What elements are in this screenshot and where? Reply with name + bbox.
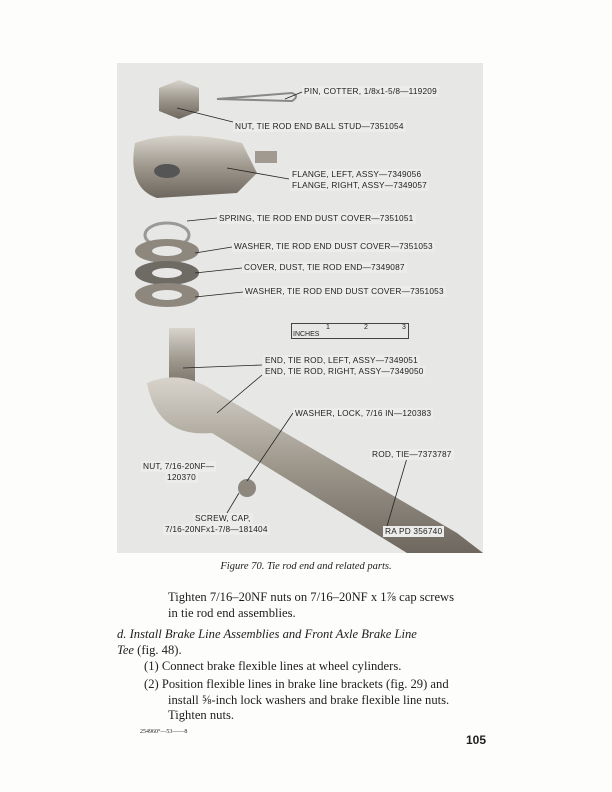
step-1: (1) Connect brake flexible lines at wheel cylinders. (144, 659, 402, 673)
label-end-left: END, TIE ROD, LEFT, ASSY—7349051 (265, 355, 418, 365)
label-washer-1: WASHER, TIE ROD END DUST COVER—7351053 (234, 241, 433, 251)
label-spring: SPRING, TIE ROD END DUST COVER—7351051 (219, 213, 414, 223)
flange (133, 136, 257, 199)
label-washer-2: WASHER, TIE ROD END DUST COVER—7351053 (245, 286, 444, 296)
figure-70 (117, 63, 483, 553)
label-nut: NUT, 7/16-20NF— (143, 461, 215, 471)
scale-unit: INCHES (293, 331, 320, 338)
label-tie-rod: ROD, TIE—7373787 (372, 449, 452, 459)
step-2-line: install ⅝-inch lock washers and brake flexible line nuts. (168, 693, 450, 707)
label-ra-pd: RA PD 356740 (385, 526, 443, 536)
label-cotter-pin: PIN, COTTER, 1/8x1-5/8—119209 (304, 86, 437, 96)
label-end-right: END, TIE ROD, RIGHT, ASSY—7349050 (265, 366, 424, 376)
label-lock-washer: WASHER, LOCK, 7/16 IN—120383 (295, 408, 432, 418)
paragraph-line: Tighten 7/16–20NF nuts on 7/16–20NF x 1⅞ cap screws (168, 590, 455, 604)
label-cap-screw: SCREW, CAP, (195, 513, 251, 523)
paragraph-line: in tie rod end assemblies. (168, 606, 296, 620)
cotter-pin (217, 93, 296, 101)
figure-caption: Figure 70. Tie rod end and related parts. (220, 561, 392, 572)
label-cap-screw-spec: 7/16-20NFx1-7/8—181404 (165, 524, 268, 534)
label-nut-number: 120370 (167, 472, 196, 482)
figure-reference: (fig. 48). (134, 643, 182, 657)
scale-tick: 2 (364, 324, 368, 331)
label-flange-right: FLANGE, RIGHT, ASSY—7349057 (292, 180, 427, 190)
step-2-line: Tighten nuts. (168, 708, 235, 722)
page-number: 105 (466, 733, 487, 747)
section-heading-cont: Tee (117, 643, 135, 657)
label-nut-stud: NUT, TIE ROD END BALL STUD—7351054 (235, 121, 404, 131)
label-dust-cover: COVER, DUST, TIE ROD END—7349087 (244, 262, 405, 272)
section-heading: d. Install Brake Line Assemblies and Front Axle Brake Line (117, 627, 417, 641)
step-2: (2) Position flexible lines in brake line brackets (fig. 29) and (144, 677, 449, 691)
print-code: 254960°—53——8 (140, 729, 188, 735)
label-flange-left: FLANGE, LEFT, ASSY—7349056 (292, 169, 422, 179)
scale-tick: 3 (402, 324, 406, 331)
castle-nut (159, 80, 199, 119)
scale-tick: 1 (326, 324, 330, 331)
inch-scale (291, 323, 409, 339)
